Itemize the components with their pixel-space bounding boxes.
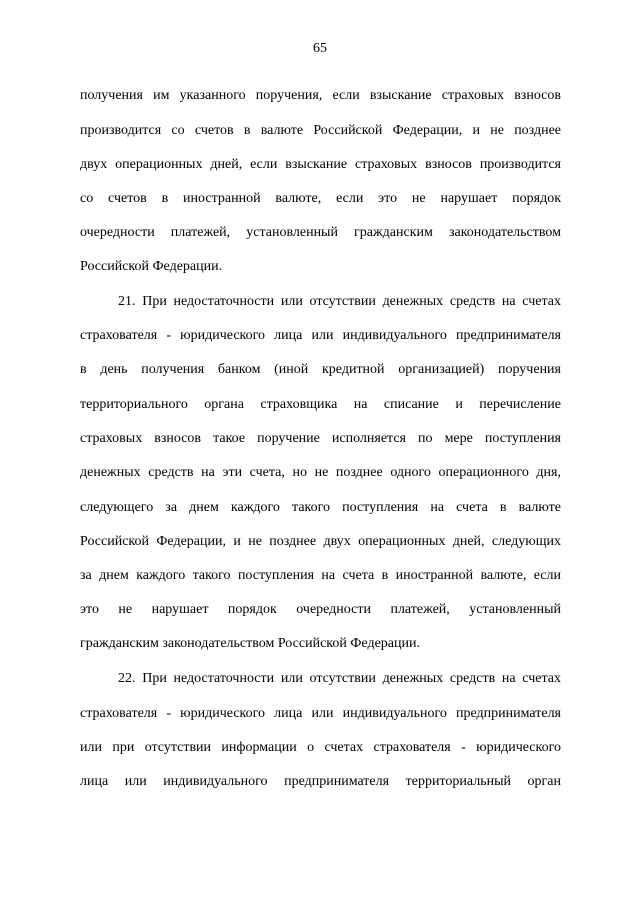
text-line: в день получения банком (иной кредитной организацией) поручения: [80, 362, 561, 377]
text-line: получения им указанного поручения, если взыскание страховых взносов: [80, 88, 561, 103]
text-line: за днем каждого такого поступления на счета в иностранной валюте, если: [80, 568, 561, 583]
text-line: это не нарушает порядок очередности платежей, установленный: [80, 602, 561, 617]
text-line: производится со счетов в валюте Российской Федерации, и не позднее: [80, 123, 561, 138]
text-line: Российской Федерации, и не позднее двух операционных дней, следующих: [80, 534, 561, 549]
text-line: страхователя - юридического лица или индивидуального предпринимателя: [80, 328, 561, 343]
text-line: или при отсутствии информации о счетах страхователя - юридического: [80, 740, 561, 755]
paragraph-21-first-line: 21. При недостаточности или отсутствии денежных средств на счетах: [118, 294, 561, 309]
text-line: очередности платежей, установленный гражданским законодательством: [80, 225, 561, 240]
text-line: двух операционных дней, если взыскание страховых взносов производится: [80, 157, 561, 172]
text-line: денежных средств на эти счета, но не позднее одного операционного дня,: [80, 465, 561, 480]
page-number: 65: [313, 41, 327, 56]
text-line: следующего за днем каждого такого поступления на счета в валюте: [80, 500, 561, 515]
text-line: Российской Федерации.: [80, 259, 223, 274]
text-line: гражданским законодательством Российской Федерации.: [80, 636, 420, 651]
text-line: страхователя - юридического лица или индивидуального предпринимателя: [80, 706, 561, 721]
paragraph-22-first-line: 22. При недостаточности или отсутствии денежных средств на счетах: [118, 671, 561, 686]
text-line: страховых взносов такое поручение исполняется по мере поступления: [80, 431, 561, 446]
text-line: со счетов в иностранной валюте, если это не нарушает порядок: [80, 191, 561, 206]
text-line: территориального органа страховщика на списание и перечисление: [80, 397, 561, 412]
text-line: лица или индивидуального предпринимателя территориальный орган: [80, 774, 561, 789]
